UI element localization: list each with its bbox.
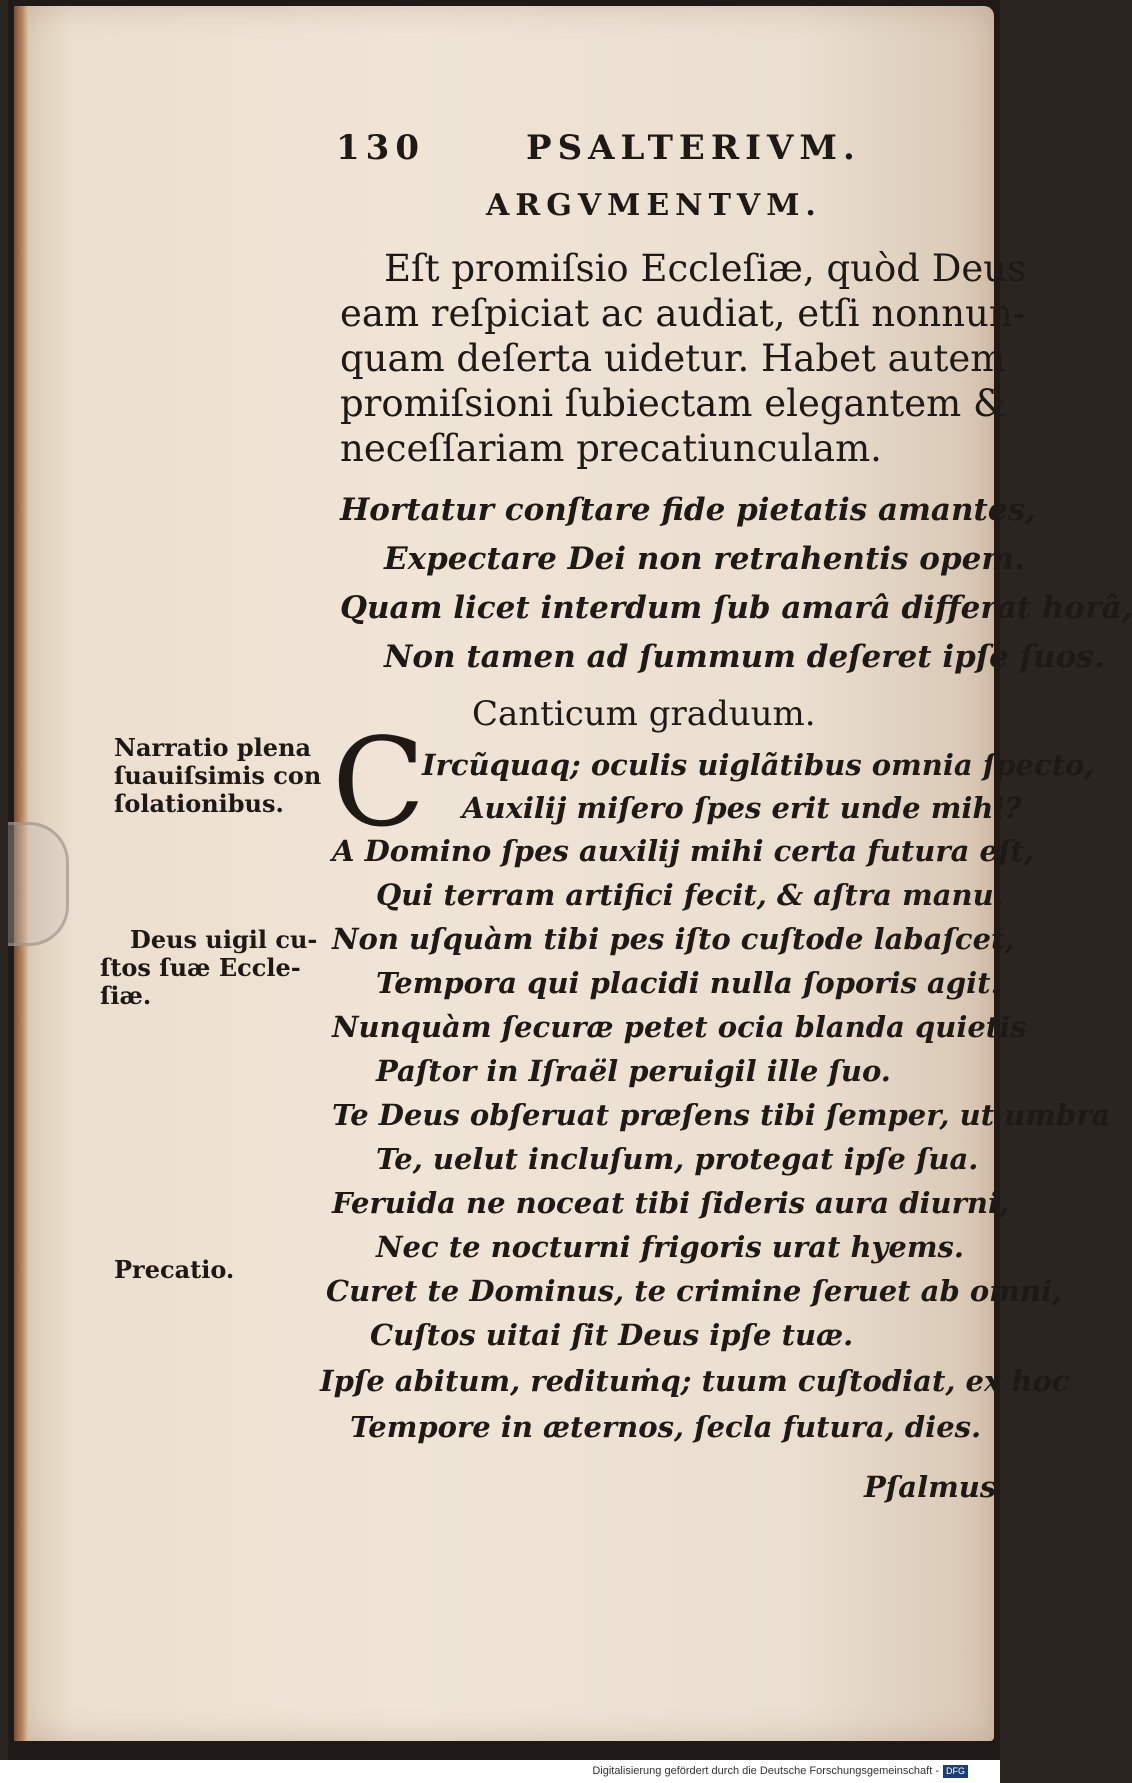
argument-line: eam reſpiciat ac audiat, etſi nonnun- bbox=[340, 292, 1026, 335]
marginal-note-line: ſtos ſuæ Eccle- bbox=[100, 953, 301, 982]
verse-line: Qui terram artifici fecit, & aſtra manu. bbox=[376, 878, 1004, 912]
paper-leaf bbox=[14, 6, 1132, 1741]
page-number: 130 bbox=[336, 128, 425, 168]
verse-line: Tempora qui placidi nulla ſoporis agit. bbox=[376, 966, 1001, 1000]
epigram-line: Non tamen ad ſummum deſeret ipſe ſuos. bbox=[384, 639, 1105, 675]
verse-line: Feruida ne noceat tibi ſideris aura diurni, bbox=[332, 1186, 1010, 1220]
marginal-note-line: Precatio. bbox=[114, 1255, 235, 1284]
catchword: Pſalmus bbox=[864, 1470, 997, 1504]
digitization-footer bbox=[0, 1760, 1000, 1783]
epigram-line: Expectare Dei non retrahentis opem. bbox=[384, 541, 1025, 577]
marginal-note-line: Narratio plena bbox=[114, 733, 312, 762]
argument-title: ARGVMENTVM. bbox=[486, 188, 822, 223]
book-page bbox=[8, 0, 1132, 1783]
marginal-note-line: Deus uigil cu- bbox=[130, 925, 318, 954]
verse-line: A Domino ſpes auxilij mihi certa futura eſt, bbox=[332, 834, 1034, 868]
verse-line: Auxilij miſero ſpes erit unde mihi? bbox=[462, 791, 1022, 825]
verse-line: Te, uelut incluſum, protegat ipſe ſua. bbox=[376, 1142, 979, 1176]
canticle-title: Canticum graduum. bbox=[472, 694, 816, 734]
verse-line: Te Deus obſeruat præſens tibi ſemper, ut umbra bbox=[332, 1098, 1111, 1132]
dfg-logo: DFG bbox=[943, 1765, 968, 1778]
verse-line: Tempore in æternos, ſecla futura, dies. bbox=[350, 1410, 982, 1444]
verse-line: Ircũquaq; oculis uiglãtibus omnia ſpecto, bbox=[422, 748, 1095, 782]
epigram-line: Quam licet interdum ſub amarâ differat horâ, bbox=[340, 590, 1132, 626]
drop-cap: C bbox=[332, 712, 426, 854]
funding-credit: Digitalisierung gefördert durch die Deutsche Forschungsgemeinschaft - bbox=[592, 1765, 939, 1777]
argument-line: promiſsioni ſubiectam elegantem & bbox=[340, 382, 1006, 425]
marginal-note-line: ſolationibus. bbox=[114, 789, 284, 818]
verse-line: Curet te Dominus, te crimine ſeruet ab omni, bbox=[326, 1274, 1063, 1308]
running-head: PSALTERIVM. bbox=[526, 128, 861, 168]
argument-line: Eſt promiſsio Eccleſiæ, quòd Deus bbox=[384, 247, 1027, 290]
verse-line: Nunquàm ſecuræ petet ocia blanda quietis bbox=[332, 1010, 1027, 1044]
marginal-note-line: ſiæ. bbox=[100, 981, 152, 1010]
page-clip bbox=[8, 822, 69, 946]
verse-line: Ipſe abitum, redituṁq; tuum cuſtodiat, ex hoc bbox=[320, 1364, 1070, 1398]
verse-line: Paſtor in Iſraël peruigil ille ſuo. bbox=[376, 1054, 891, 1088]
epigram-line: Hortatur conſtare fide pietatis amantes, bbox=[340, 492, 1036, 528]
verse-line: Nec te nocturni frigoris urat hyems. bbox=[376, 1230, 964, 1264]
marginal-note-line: ſuauiſsimis con bbox=[114, 761, 322, 790]
verse-line: Non uſquàm tibi pes iſto cuſtode labaſcet, bbox=[332, 922, 1015, 956]
argument-line: quam deſerta uidetur. Habet autem bbox=[340, 337, 1006, 380]
argument-line: neceſſariam precatiunculam. bbox=[340, 427, 882, 470]
verse-line: Cuſtos uitai ſit Deus ipſe tuæ. bbox=[370, 1318, 854, 1352]
